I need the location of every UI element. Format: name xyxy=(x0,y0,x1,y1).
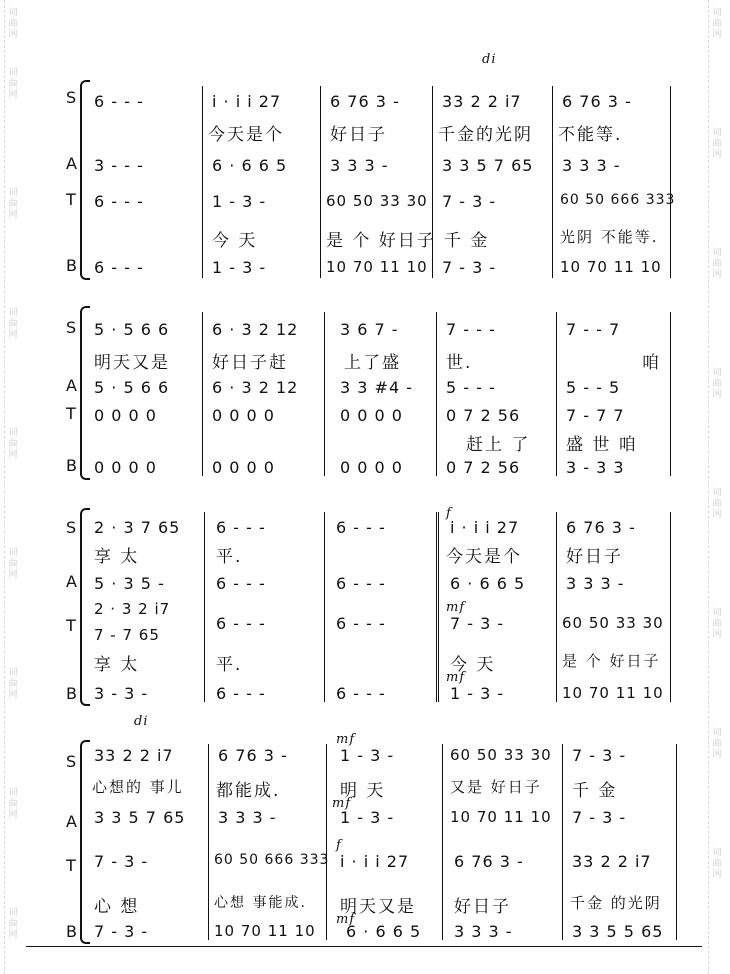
watermark-text: 词曲网 xyxy=(8,668,18,700)
tenor-notes: 6 - - - xyxy=(336,614,386,633)
tenor-notes: 6 - - - xyxy=(216,614,266,633)
barline xyxy=(442,744,443,940)
soprano-lyrics: 都能成. xyxy=(216,781,281,801)
soprano-lyrics: 好日子 xyxy=(566,547,623,567)
bass-notes: 3 - 3 - xyxy=(94,684,149,703)
bass-notes: 1 - 3 - xyxy=(450,684,505,703)
system-brace xyxy=(80,508,90,706)
barline xyxy=(436,312,437,476)
alto-notes: 3 3 3 - xyxy=(218,808,277,827)
barline xyxy=(202,86,203,278)
tenor-lyrics: 享 太 xyxy=(94,655,140,675)
alto-notes: 6 - - - xyxy=(216,574,266,593)
tenor-lyrics: 好日子 xyxy=(454,897,511,917)
barline xyxy=(204,512,205,702)
watermark-text: 词曲网 xyxy=(8,188,18,220)
part-label-s: S xyxy=(66,518,78,537)
bass-notes: 0 0 0 0 xyxy=(340,458,403,477)
soprano-notes: 6 76 3 - xyxy=(562,92,632,111)
bass-notes: 10 70 11 10 xyxy=(560,258,662,276)
soprano-notes: 6 - - - xyxy=(336,518,386,537)
barline xyxy=(324,312,325,476)
part-label-s: S xyxy=(66,752,78,771)
soprano-lyrics: 明 天 xyxy=(340,781,386,801)
alto-notes: 6 - - - xyxy=(336,574,386,593)
bass-notes: 0 0 0 0 xyxy=(212,458,275,477)
tenor-lyrics: 千金 的光阴 xyxy=(570,894,662,912)
bass-notes: 6 - - - xyxy=(216,684,266,703)
soprano-notes: 6 - - - xyxy=(94,92,144,111)
part-label-t: T xyxy=(66,190,77,209)
bass-notes: 0 7 2 56 xyxy=(446,458,521,477)
soprano-lyrics: 千 金 xyxy=(572,781,618,801)
part-label-b: B xyxy=(66,456,78,475)
dynamic-f: f xyxy=(446,506,452,521)
soprano-notes: 33 2 2 i7 xyxy=(442,92,522,111)
watermark-text: 词曲网 xyxy=(8,548,18,580)
tenor-notes: i · i i 27 xyxy=(340,852,410,871)
watermark-text: 词曲网 xyxy=(712,608,722,640)
dynamic-di: di xyxy=(482,52,497,67)
alto-notes: 3 3 5 7 65 xyxy=(442,156,534,175)
tenor-notes: 0 0 0 0 xyxy=(340,406,403,425)
barline xyxy=(562,744,563,940)
bass-notes: 0 0 0 0 xyxy=(94,458,157,477)
bass-notes: 6 · 6 6 5 xyxy=(346,922,422,941)
watermark-text: 词曲网 xyxy=(712,368,722,400)
soprano-notes: 7 - - - xyxy=(446,320,496,339)
soprano-notes: i · i i 27 xyxy=(212,92,282,111)
barline xyxy=(552,86,553,278)
watermark-right xyxy=(708,0,725,974)
barline xyxy=(670,512,671,702)
tenor-lyrics: 心 想 xyxy=(94,897,140,917)
watermark-left xyxy=(4,0,21,974)
bass-notes: 6 - - - xyxy=(336,684,386,703)
barline xyxy=(670,312,671,476)
part-label-a: A xyxy=(66,376,78,395)
watermark-text: 词曲网 xyxy=(712,728,722,760)
alto-notes: 1 - 3 - xyxy=(340,808,395,827)
bass-notes: 10 70 11 10 xyxy=(214,922,316,940)
soprano-lyrics: 世. xyxy=(446,353,473,373)
barline xyxy=(326,744,327,940)
dynamic-di: di xyxy=(134,714,149,729)
alto-notes: 10 70 11 10 xyxy=(450,808,552,826)
soprano-notes: i · i i 27 xyxy=(450,518,520,537)
bass-notes: 10 70 11 10 xyxy=(326,258,428,276)
part-label-t: T xyxy=(66,616,77,635)
part-label-a: A xyxy=(66,154,78,173)
barline xyxy=(556,312,557,476)
tenor-notes: 60 50 666 333 xyxy=(214,852,330,868)
alto-notes: 5 - - - xyxy=(446,378,496,397)
alto-notes: 5 · 3 5 - xyxy=(94,574,165,593)
alto-notes: 3 3 #4 - xyxy=(340,378,413,397)
alto-notes: 3 3 3 - xyxy=(562,156,621,175)
alto-notes: 3 - - - xyxy=(94,156,144,175)
alto-notes: 5 - - 5 xyxy=(566,378,621,397)
part-label-b: B xyxy=(66,684,78,703)
watermark-text: 词曲网 xyxy=(8,428,18,460)
tenor-notes: 7 - 7 7 xyxy=(566,406,625,425)
tenor-lyrics: 千 金 xyxy=(444,231,490,251)
soprano-lyrics: 上了盛 xyxy=(344,353,401,373)
barline xyxy=(208,744,209,940)
bass-notes: 3 - 3 3 xyxy=(566,458,625,477)
soprano-notes: 6 76 3 - xyxy=(330,92,400,111)
tenor-notes: 6 76 3 - xyxy=(454,852,524,871)
watermark-text: 词曲网 xyxy=(712,848,722,880)
watermark-text: 词曲网 xyxy=(712,248,722,280)
soprano-notes: 60 50 33 30 xyxy=(450,746,552,764)
system-brace xyxy=(80,740,90,944)
part-label-t: T xyxy=(66,404,77,423)
bass-notes: 3 3 5 5 65 xyxy=(572,922,664,941)
soprano-notes: 33 2 2 i7 xyxy=(94,746,174,765)
soprano-notes: 1 - 3 - xyxy=(340,746,395,765)
part-label-a: A xyxy=(66,812,78,831)
barline xyxy=(320,86,321,278)
bass-notes: 7 - 3 - xyxy=(442,258,497,277)
soprano-notes: 5 · 5 6 6 xyxy=(94,320,170,339)
tenor-lyrics: 明天又是 xyxy=(340,897,416,917)
watermark-text: 词曲网 xyxy=(712,488,722,520)
bass-notes: 6 - - - xyxy=(94,258,144,277)
part-label-t: T xyxy=(66,856,77,875)
tenor-notes: 60 50 33 30 xyxy=(562,614,664,632)
soprano-notes: 2 · 3 7 65 xyxy=(94,518,181,537)
soprano-lyrics: 心想的 事儿 xyxy=(92,778,184,796)
soprano-lyrics: 好日子赶 xyxy=(212,353,288,373)
bass-notes: 7 - 3 - xyxy=(94,922,149,941)
soprano-lyrics: 今天是个 xyxy=(446,547,522,567)
soprano-lyrics: 千金的光阴 xyxy=(438,125,533,145)
barline xyxy=(556,512,557,702)
soprano-lyrics: 咱 xyxy=(642,353,661,373)
soprano-notes: 3 6 7 - xyxy=(340,320,399,339)
bass-notes: 1 - 3 - xyxy=(212,258,267,277)
tenor-lyrics: 是 个 好日子 xyxy=(562,652,661,670)
repeat-barline xyxy=(436,512,442,702)
tenor-notes: 0 7 2 56 xyxy=(446,406,521,425)
tenor-notes-lower: 7 - 7 65 xyxy=(94,626,160,644)
dynamic-mf: mf xyxy=(336,912,356,927)
tenor-lyrics: 光阴 不能等. xyxy=(560,228,659,246)
system-brace xyxy=(80,306,90,480)
tenor-notes: 7 - 3 - xyxy=(450,614,505,633)
tenor-lyrics: 盛 世 咱 xyxy=(566,435,638,455)
tenor-notes: 7 - 3 - xyxy=(442,192,497,211)
alto-notes: 6 · 6 6 5 xyxy=(212,156,288,175)
barline xyxy=(670,86,671,278)
tenor-notes: 0 0 0 0 xyxy=(94,406,157,425)
dynamic-mf: mf xyxy=(332,796,352,811)
alto-notes: 3 3 3 - xyxy=(330,156,389,175)
bass-notes: 3 3 3 - xyxy=(454,922,513,941)
tenor-notes: 60 50 666 333 xyxy=(560,192,676,208)
tenor-notes: 1 - 3 - xyxy=(212,192,267,211)
soprano-notes: 6 76 3 - xyxy=(218,746,288,765)
soprano-lyrics: 平. xyxy=(216,547,243,567)
part-label-s: S xyxy=(66,318,78,337)
watermark-text: 词曲网 xyxy=(8,8,18,40)
watermark-text: 词曲网 xyxy=(712,128,722,160)
soprano-notes: 6 - - - xyxy=(216,518,266,537)
tenor-notes-upper: 2 · 3 2 i7 xyxy=(94,600,171,618)
page-bottom-rule xyxy=(26,946,702,947)
soprano-lyrics: 明天又是 xyxy=(94,353,170,373)
tenor-lyrics: 今 天 xyxy=(212,231,258,251)
bass-notes: 10 70 11 10 xyxy=(562,684,664,702)
part-label-a: A xyxy=(66,572,78,591)
alto-notes: 3 3 3 - xyxy=(566,574,625,593)
tenor-notes: 6 - - - xyxy=(94,192,144,211)
tenor-lyrics: 平. xyxy=(216,655,243,675)
soprano-lyrics: 享 太 xyxy=(94,547,140,567)
tenor-notes: 7 - 3 - xyxy=(94,852,149,871)
alto-notes: 5 · 5 6 6 xyxy=(94,378,170,397)
soprano-lyrics: 不能等. xyxy=(558,125,623,145)
watermark-text: 词曲网 xyxy=(8,908,18,940)
soprano-notes: 7 - 3 - xyxy=(572,746,627,765)
tenor-lyrics: 心想 事能成. xyxy=(214,895,307,911)
soprano-notes: 6 · 3 2 12 xyxy=(212,320,299,339)
barline xyxy=(324,512,325,702)
dynamic-mf: mf xyxy=(446,600,466,615)
watermark-text: 词曲网 xyxy=(8,68,18,100)
dynamic-f: f xyxy=(336,838,342,853)
dynamic-mf: mf xyxy=(446,670,466,685)
alto-notes: 6 · 3 2 12 xyxy=(212,378,299,397)
soprano-notes: 6 76 3 - xyxy=(566,518,636,537)
tenor-lyrics: 今 天 xyxy=(450,655,496,675)
tenor-lyrics: 是 个 好日子 xyxy=(326,231,436,251)
part-label-s: S xyxy=(66,88,78,107)
watermark-text: 词曲网 xyxy=(8,788,18,820)
barline xyxy=(676,744,677,940)
system-brace xyxy=(80,80,90,280)
tenor-notes: 60 50 33 30 xyxy=(326,192,428,210)
alto-notes: 6 · 6 6 5 xyxy=(450,574,526,593)
tenor-lyrics: 赶上 了 xyxy=(466,435,531,455)
part-label-b: B xyxy=(66,922,78,941)
barline xyxy=(202,312,203,476)
alto-notes: 3 3 5 7 65 xyxy=(94,808,186,827)
tenor-notes: 33 2 2 i7 xyxy=(572,852,652,871)
soprano-notes: 7 - - 7 xyxy=(566,320,621,339)
alto-notes: 7 - 3 - xyxy=(572,808,627,827)
soprano-lyrics: 好日子 xyxy=(330,125,387,145)
dynamic-mf: mf xyxy=(336,732,356,747)
tenor-notes: 0 0 0 0 xyxy=(212,406,275,425)
soprano-lyrics: 今天是个 xyxy=(208,125,284,145)
soprano-lyrics: 又是 好日子 xyxy=(450,778,542,796)
watermark-text: 词曲网 xyxy=(712,8,722,40)
part-label-b: B xyxy=(66,256,78,275)
watermark-text: 词曲网 xyxy=(8,308,18,340)
